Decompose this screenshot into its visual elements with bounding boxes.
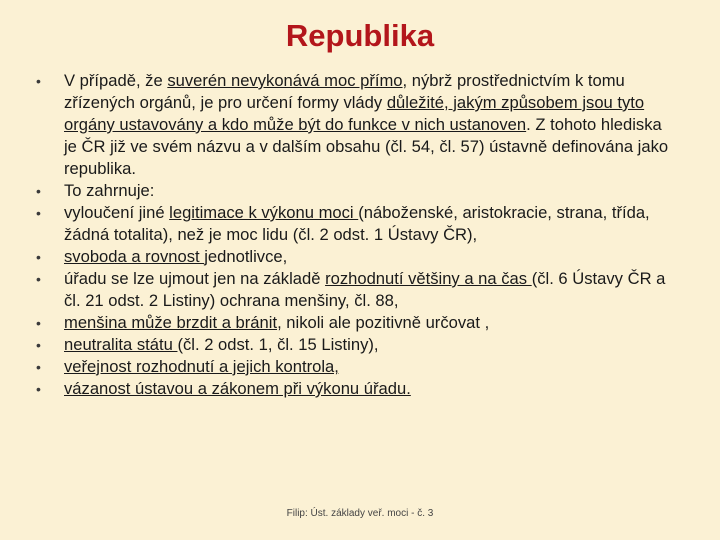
bullet-dot-icon: • [36, 249, 41, 265]
bullet-text: , nýbrž prostřednictvím k tomu zřízených orgánů, je pro určení formy vlády [64, 71, 625, 112]
bullet-dot-icon: • [36, 183, 41, 199]
bullet-item [36, 312, 676, 334]
bullet-item [36, 378, 676, 400]
underlined-text: důležité, jakým způsobem jsou tyto orgány ustavovány a kdo může být do funkce v nich ustanoven [64, 93, 645, 134]
underlined-text: legitimace k výkonu moci [169, 203, 359, 222]
bullet-item [36, 246, 676, 268]
bullet-dot-icon: • [36, 205, 41, 221]
bullet-dot-icon: • [36, 381, 41, 397]
bullet-text: (náboženské, aristokracie, strana, třída, žádná totalita), než je moc lidu (čl. 2 odst. 1 Ústavy ČR), [64, 203, 650, 244]
bullet-text: (čl. 6 Ústavy ČR a čl. 21 odst. 2 Listiny) ochrana menšiny, čl. 88, [64, 269, 666, 310]
bullet-dot-icon: • [36, 73, 41, 89]
slide-title: Republika [285, 18, 435, 53]
bullet-text: úřadu se lze ujmout jen na základě [64, 269, 326, 288]
underlined-text: vázanost ústavou a zákonem při výkonu úřadu. [64, 379, 411, 398]
bullet-item [36, 268, 676, 312]
bullet-item [36, 70, 676, 180]
bullet-dot-icon: • [36, 337, 41, 353]
slide-footer: Filip: Úst. základy veř. moci - č. 3 [286, 508, 434, 519]
underlined-text: neutralita státu [64, 335, 178, 354]
bullet-text: (čl. 2 odst. 1, čl. 15 Listiny), [177, 335, 379, 354]
bullet-dot-icon: • [36, 315, 41, 331]
bullet-text: To zahrnuje: [64, 181, 155, 200]
underlined-text: suverén nevykonává moc přímo [167, 71, 403, 90]
bullet-text: . Z tohoto hlediska je ČR již ve svém názvu a v dalším obsahu (čl. 54, čl. 57) ústavně definována jako republika. [64, 115, 669, 178]
bullet-dot-icon: • [36, 359, 41, 375]
bullet-item [36, 202, 676, 246]
bullet-item [36, 356, 676, 378]
bullet-text: vyloučení jiné [64, 203, 170, 222]
bullet-dot-icon: • [36, 271, 41, 287]
bullet-text: , nikoli ale pozitivně určovat , [277, 313, 490, 332]
bullet-item [36, 334, 676, 356]
underlined-text: rozhodnutí většiny a na čas [325, 269, 532, 288]
bullet-text: jednotlivce, [204, 247, 288, 266]
underlined-text: veřejnost rozhodnutí a jejich kontrola, [64, 357, 339, 376]
bullet-text: V případě, že [64, 71, 168, 90]
bullet-list [36, 70, 676, 400]
bullet-item [36, 180, 676, 202]
underlined-text: menšina může brzdit a bránit [64, 313, 278, 332]
underlined-text: svoboda a rovnost [64, 247, 205, 266]
